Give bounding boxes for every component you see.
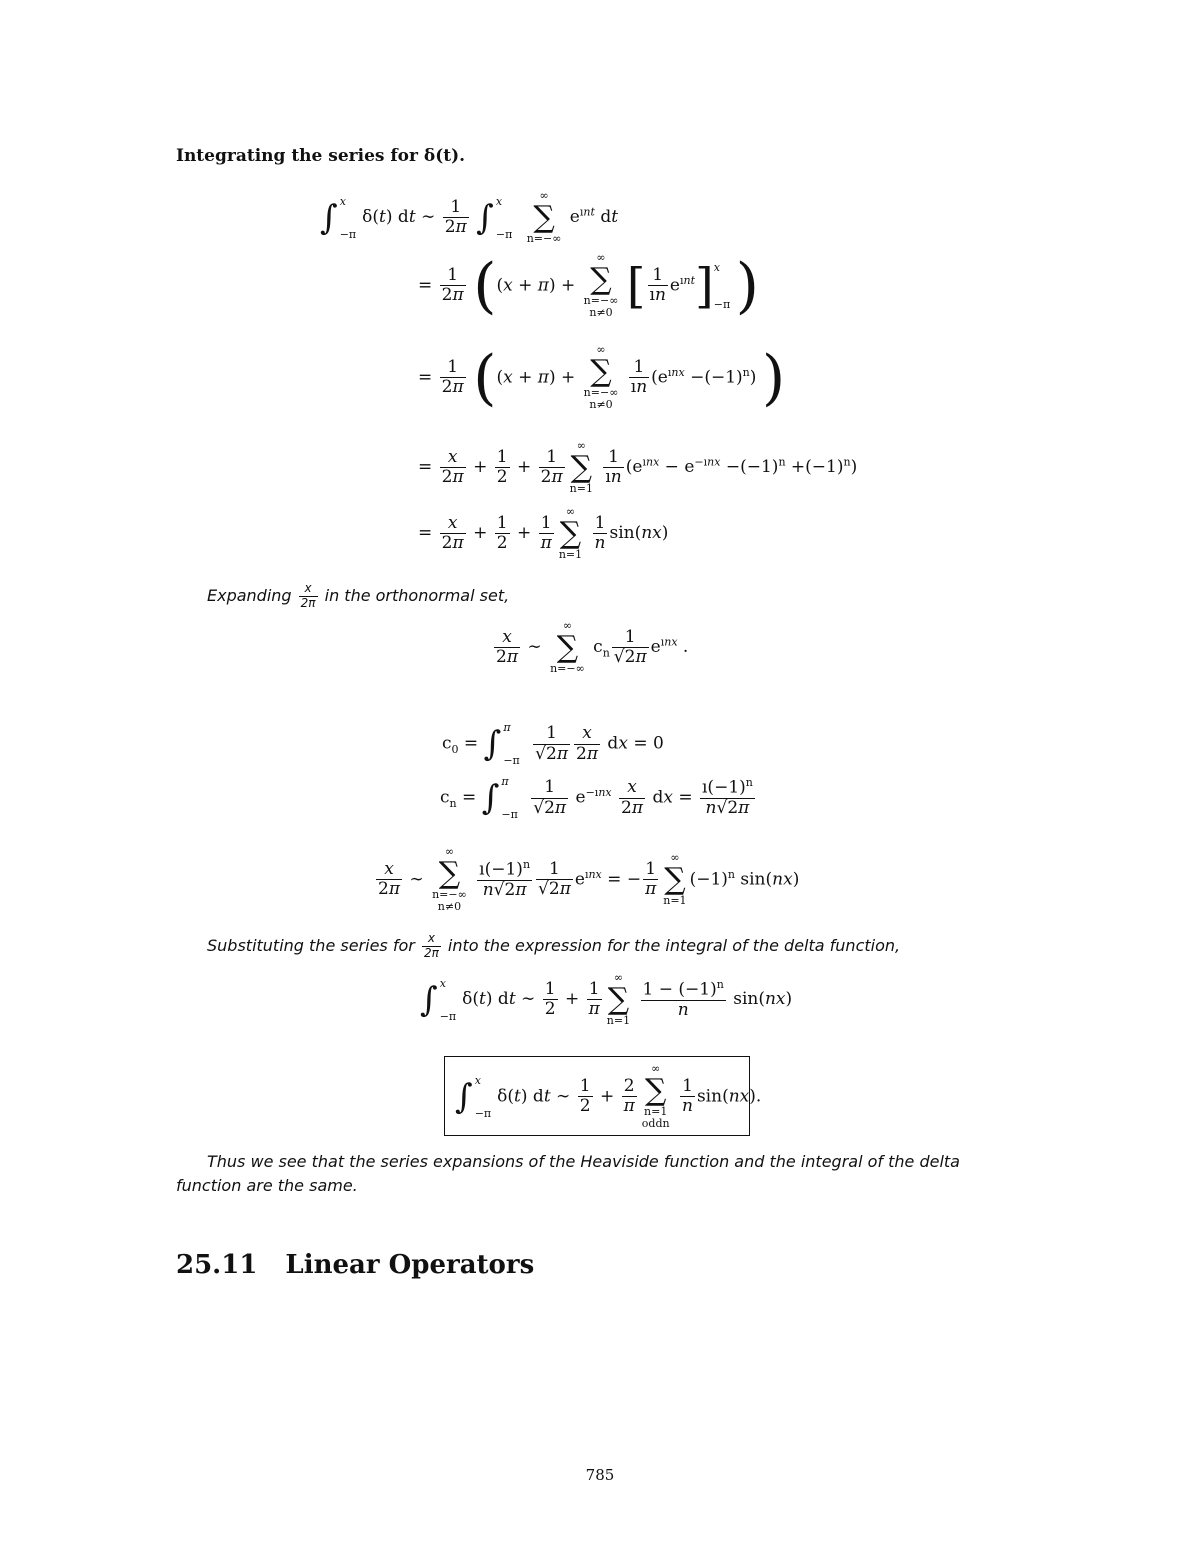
equation-line-4: = $\frac{x}{2\pi}$ + $\frac{1}{2}$ + $\frac{1}{2\pi}$ ∞ ∑ n=1 $\frac{1}{ın}$ $(e^{ınx} - e^{-ınx} -(-1)^n +(-1)^n)$ (418, 439, 858, 495)
paragraph-substituting (207, 932, 900, 961)
text-fragment: Expanding (207, 585, 292, 605)
boxed-final-equation: ∫ x −π δ(t) dt ∼ $\frac{1}{2}$ + $\frac{2}{\pi}$ ∞ ∑ n=1 oddn $\frac{1}{n}$ sin(nx). (444, 1056, 750, 1136)
equation-expansion: $\frac{x}{2\pi}$ ∼ ∞ ∑ n=−∞ $c_n$ $\frac{1}{√2\pi}$ $e^{ınx}$ . (496, 619, 689, 675)
equation-line-3: = $\frac{1}{2\pi}$ ((x + π) + ∞ ∑ n=−∞ n≠0 $\frac{1}{ın}$ $(e^{ınx} -(-1)^n)$ ) (418, 342, 786, 413)
equation-cn: $c_n$ = ∫ π −π $\frac{1}{√2\pi}$ $e^{-ınx}$ $\frac{x}{2\pi}$ dx = $\frac{ı(-1)^n}{n√2\pi}$ (440, 775, 753, 821)
equation-line-5: = $\frac{x}{2\pi}$ + $\frac{1}{2}$ + $\frac{1}{\pi}$ ∞ ∑ n=1 $\frac{1}{n}$ sin(nx) (418, 505, 669, 561)
page-number: 785 (585, 1466, 615, 1484)
section-title: Linear Operators (285, 1250, 535, 1280)
text-fragment: Substituting the series for (207, 935, 415, 955)
equation-line-1: ∫ x −π δ(t) dt ∼ $\frac{1}{2\pi}$ ∫ x −π ∞ ∑ n=−∞ $e^{ınt}$ dt (320, 189, 619, 245)
section-heading (176, 1250, 534, 1280)
inline-fraction: $\frac{x}{2\pi}$ (300, 581, 316, 610)
text-fragment: in the orthonormal set, (324, 585, 510, 605)
equation-line-2: = $\frac{1}{2\pi}$ ((x + π) + ∞ ∑ n=−∞ n≠0 [ $\frac{1}{ın}$ $e^{ınt}$] x −π ) (418, 250, 760, 321)
equation-series-result: $\frac{x}{2\pi}$ ∼ ∞ ∑ n=−∞ n≠0 $\frac{ı(-1)^n}{n√2\pi}$ $\frac{1}{√2\pi}$ $e^{ınx}$ = − $\frac{1}{\pi}$ ∞ ∑ n=1 $(-1)^n$ sin(nx) (378, 845, 800, 914)
equation-integral-result: ∫ x −π δ(t) dt ∼ $\frac{1}{2}$ + $\frac{1}{\pi}$ ∞ ∑ n=1 $\frac{1 - (-1)^n}{n}$ sin(nx) (420, 971, 793, 1027)
paragraph-heading: Integrating the series for δ(t). (176, 146, 466, 166)
text-fragment: into the expression for the integral of the delta function, (447, 935, 901, 955)
inline-fraction: $\frac{x}{2\pi}$ (423, 931, 439, 960)
paragraph-expanding (207, 582, 509, 611)
section-number: 25.11 (176, 1250, 258, 1280)
equation-c0: $c_0$ = ∫ π −π $\frac{1}{√2\pi}$ $\frac{x}{2\pi}$ dx = 0 (442, 721, 664, 767)
paragraph-conclusion: Thus we see that the series expansions of the Heaviside function and the integral of the delta function are the same. (176, 1152, 960, 1195)
